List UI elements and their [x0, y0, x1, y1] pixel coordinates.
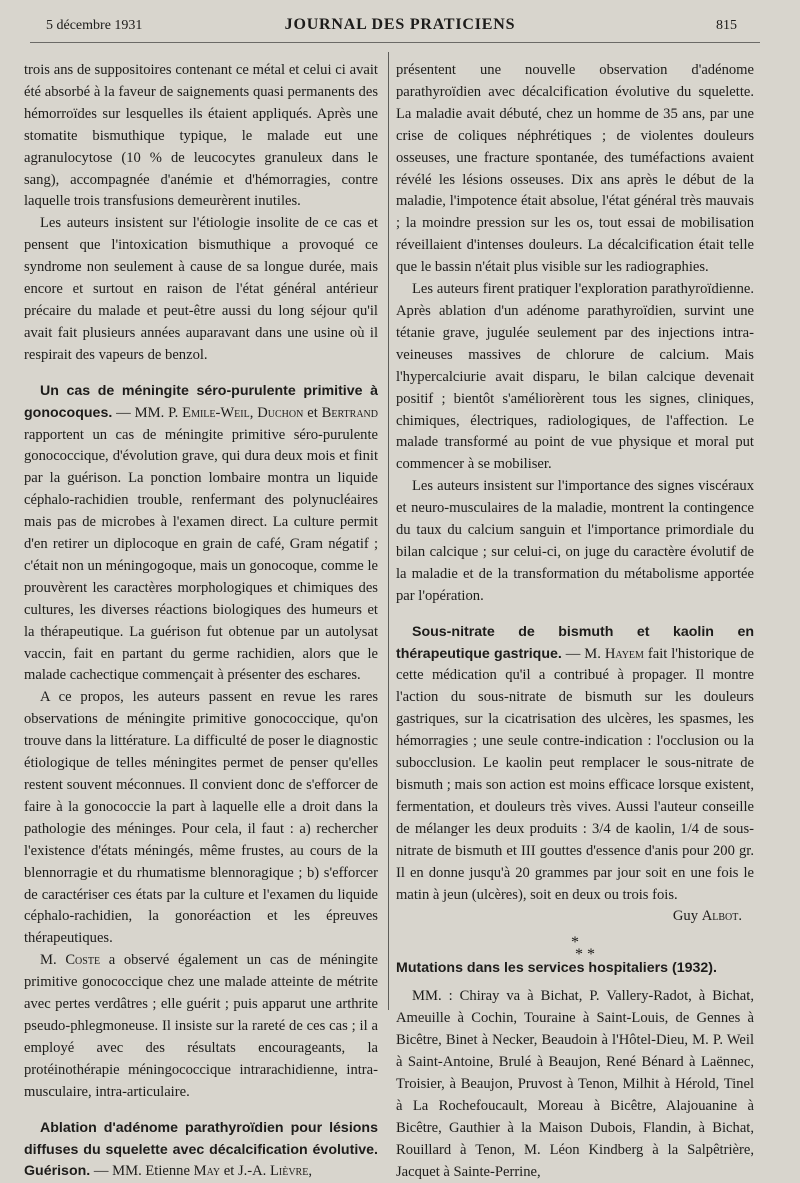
column-divider [388, 52, 389, 1010]
header-rule [30, 42, 760, 43]
section-title-meningite: Un cas de méningite séro-purulente primitive à gonocoques. [24, 382, 378, 421]
section-gap [24, 1104, 378, 1118]
left-paragraph-2: Les auteurs insistent sur l'étiologie insolite de ce cas et pensent que l'intoxication bismuthique a provoqué ce syndrome non seulement à cause de sa longue durée, mais encore et surtout en raison de l'état général antérieur précaire du malade et peut-être aussi du long séjour qu'il avait fait plusieurs années auparavant dans une usine où il respirait des vapeurs de benzol. [24, 215, 378, 363]
author-name: Hayem [604, 645, 644, 662]
signature-name: Albot [701, 908, 739, 925]
section-gap [396, 608, 754, 622]
section-title-mutations: Mutations dans les services hospitaliers (1932). [396, 960, 717, 977]
author-name: Coste [65, 952, 101, 969]
header-date: 5 décembre 1931 [46, 18, 143, 33]
section-meningite: Un cas de méningite séro-purulente primitive à gonocoques. — MM. P. Emile-Weil, Duchon et Bertrand rapportent un cas de méningite primitive séro-purulente gonococcique, d'évolution grave, qui dura deux mois et finit par la guérison. La ponction lombaire montra un liquide céphalo-rachidien trouble, renfermant des polynucléaires mais pas de microbes à l'examen direct. La culture permit d'en retirer un diplocoque en grain de café, Gram négatif ; c'était non un méningogoque, mais un gonocoque, comme le prouvèrent les caractères morphologiques et chimiques des cultures, les diverses réactions biologiques des humeurs et la thérapeutique. La guérison fut obtenue par un autolysat vaccin, fait en partant du germe rachidien, alors que le malade cachectique commençait à présenter des eschares. [24, 382, 378, 684]
asterism-separator: * * * [571, 934, 595, 964]
right-paragraph-mutations: MM. : Chiray va à Bichat, P. Vallery-Radot, à Bichat, Ameuille à Cochin, Touraine à Saint-Louis, de Gennes à Bicêtre, Binet à Necker, Beaudoin à l'Hôtel-Dieu, M. P. Weil à Saint-Antoine, Brulé à Beaujon, René Bénard à Laënnec, Troisier, à Beaujon, Pruvost à Tenon, Milhit à Hérold, Tinel à La Rochefoucault, Moreau à Bicêtre, Alajouanine à Bicêtre, Gauthier à la Maison Dubois, Flandin, à Bichat, Rouillard à Tenon, M. Léon Kindberg à la Salpêtrière, Jacquet à Sainte-Perrine, [396, 988, 754, 1180]
signature: Guy Albot. [672, 908, 742, 925]
author-name: Bertrand [321, 404, 378, 421]
right-paragraph-2: Les auteurs firent pratiquer l'exploration parathyroïdienne. Après ablation d'un adénome parathyroïdien, survint une tétanie grave, jugulée seulement par des injections intra-veineuses massives de chlorure de calcium. Mais l'hypercalciurie avait disparu, le bilan calcique devenait positif ; bientôt s'améliorèrent tous les signes, cliniques, chimiques, électriques, radiologiques, de l'affection. Le malade transformé au point de vue physique et moral put commencer à se mobiliser. [396, 281, 754, 473]
journal-title: JOURNAL DES PRATICIENS [284, 16, 516, 33]
author-name: May [193, 1163, 221, 1180]
section-mutations-title [396, 958, 754, 980]
right-paragraph-3: Les auteurs insistent sur l'importance des signes viscéraux et neuro-musculaires de la maladie, montrent la contingence du taux du calcium sanguin et l'importance primordiale du bilan calcique ; sur celui-ci, on juge du caractère évolutif de la maladie et de la transformation du métabolisme apportée par l'opération. [396, 478, 754, 604]
section-title-ablation: Ablation d'adénome parathyroïdien pour lésions diffuses du squelette avec décalcification évolutive. Guérison. [24, 1119, 378, 1180]
left-paragraph-1: trois ans de suppositoires contenant ce métal et celui ci avait été absorbé à la faveur de saignements quasi permanents des hémorroïdes sur lesquelles ils étaient appliqués. Après une stomatite bismuthique typique, le malade eut une agranulocytose (10 % de leucocytes granuleux dans le sang), accompagnée d'anémie et d'hémorragies, contre laquelle trois transfusions demeurèrent inutiles. [24, 62, 378, 210]
page-number: 815 [716, 18, 737, 33]
section-bismuth: Sous-nitrate de bismuth et kaolin en thérapeutique gastrique. — M. Hayem fait l'historique de cette médication qu'il a contribué à propager. Il montre l'action du sous-nitrate de bismuth sur les douleurs gastriques, sur la cicatrisation des ulcères, les spasmes, les hémorragies ; une seule contre-indication : l'occlusion ou la subocclusion. Le kaolin peut remplacer le sous-nitrate de bismuth ; mais son action est moins efficace lorsque existent, fermentation, et douleurs très vives. Aussi l'auteur conseille de mélanger les deux produits : 3/4 de kaolin, 1/4 de sous-nitrate de bismuth et III gouttes d'essence d'anis pour 200 gr. Il en donne jusqu'à 20 grammes par jour soit en une fois le matin à jeun (ulcères), soit en deux ou trois fois. [396, 623, 755, 903]
author-name: Lièvre [269, 1163, 309, 1180]
right-column [396, 60, 754, 1183]
left-paragraph-5: M. Coste a observé également un cas de méningite primitive gonococcique chez une malade atteinte de métrite avec pertes verdâtres ; elle guérit ; puis apparut une arthrite pseudo-phlegmoneuse. Il insiste sur la rareté de ces cas ; il a employé avec des résultats encourageants, la protéinothérapie méningococcique intrarachidienne, intra-musculaire, intra-articulaire. [24, 952, 378, 1100]
right-paragraph-1: présentent une nouvelle observation d'adénome parathyroïdien avec décalcification évolutive du squelette. La maladie avait débuté, chez un homme de 35 ans, par une crise de coliques néphrétiques ; de violentes douleurs osseuses, une fracture spontanée, des tuméfactions avaient révélé les lésions osseuses. Dix ans après le début de la maladie, l'impotence était absolue, l'état général très mauvais ; la moindre pression sur les os, tout essai de mobilisation réveillaient d'intenses douleurs. La décalcification était telle que le bassin n'était plus visible sur les radiographies. [396, 62, 754, 276]
section-ablation: Ablation d'adénome parathyroïdien pour lésions diffuses du squelette avec décalcification évolutive. Guérison. — MM. Etienne May et J.-A. Lièvre, [24, 1119, 378, 1180]
left-paragraph-4: A ce propos, les auteurs passent en revue les rares observations de méningite primitive gonococcique, qu'on trouve dans la littérature. La difficulté de poser le diagnostic étiologique de telles méningites permet de penser qu'elles restent souvent méconnues. Il convient donc de s'efforcer de faire à la gonococcie la part à laquelle elle a droit dans la pathologie des méninges. Pour cela, il faut : a) rechercher l'existence d'états méningés, même frustes, au cours de la blennorragie et du rhumatisme blennoragique ; b) s'efforcer de caractériser ces états par la culture et l'examen du liquide céphalo-rachidien, la gonoréaction et les épreuves thérapeutiques. [24, 689, 378, 947]
author-name: Emile-Weil [182, 404, 250, 421]
author-name: Duchon [257, 404, 304, 421]
section-gap [24, 367, 378, 381]
left-column [24, 60, 378, 1183]
section-title-bismuth: Sous-nitrate de bismuth et kaolin en thérapeutique gastrique. [396, 623, 754, 662]
page-header [0, 0, 800, 40]
